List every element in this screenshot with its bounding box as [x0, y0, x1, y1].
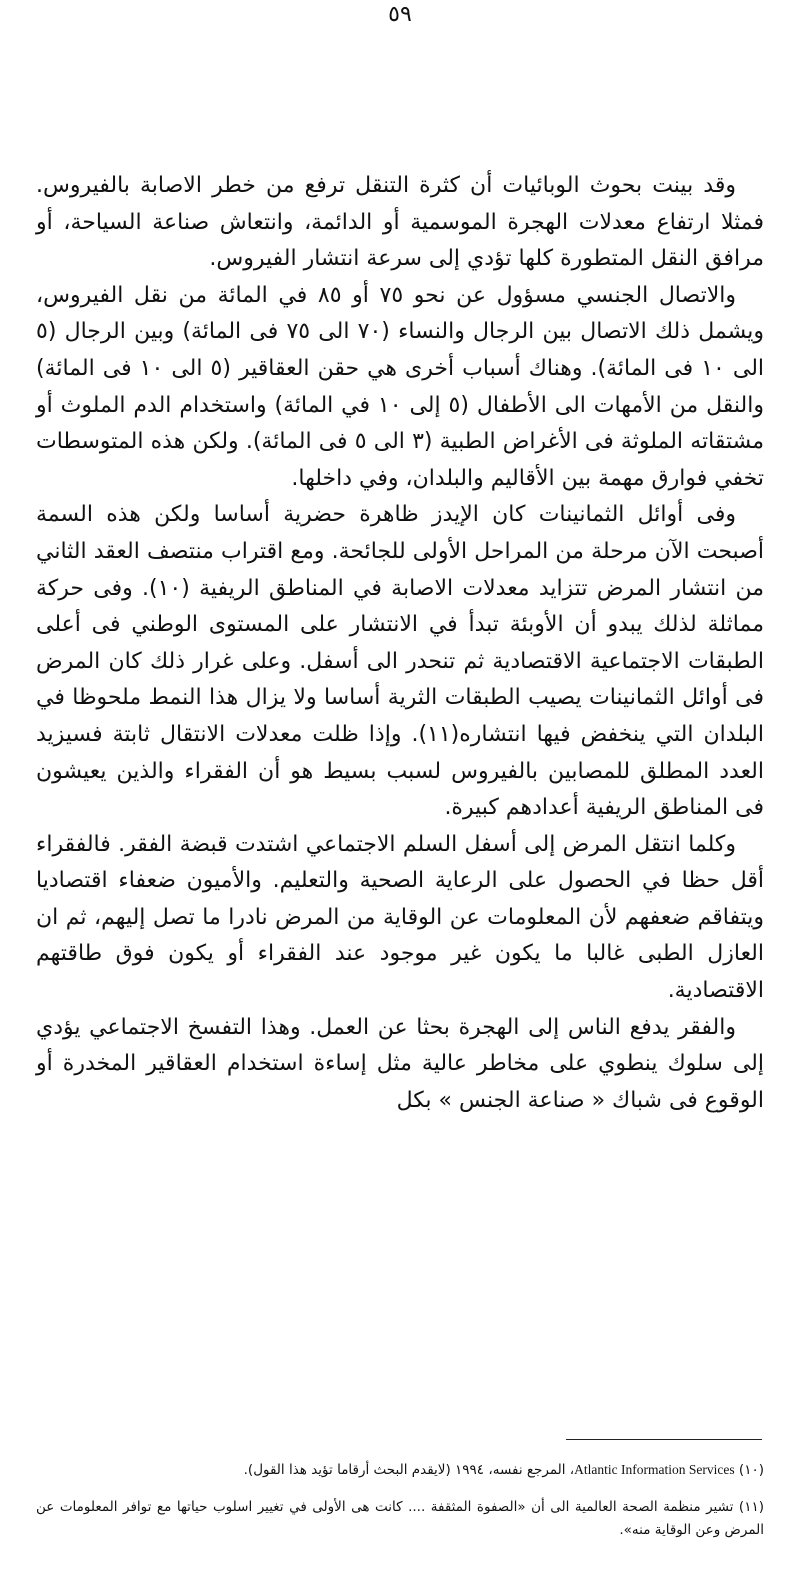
paragraph-urban-to-rural: وفى أوائل الثمانينات كان الإيدز ظاهرة حضرية أساسا ولكن هذه السمة أصبحت الآن مرحلة من المراحل الأولى للجائحة. ومع اقتراب منتصف العقد الثاني من انتشار المرض تتزايد معدلات الاصابة في المناطق الريفية (١٠). وفى حركة مماثلة لذلك يبدو أن الأوبئة تبدأ في الانتشار على المستوى الوطني فى أعلى الطبقات الاجتماعية الاقتصادية ثم تنحدر الى أسفل. وعلى غرار ذلك كان المرض فى أوائل الثمانينات يصيب الطبقات الثرية أساسا ولا يزال هذا النمط ملحوظا في البلدان التي ينخفض فيها انتشاره(١١). وإذا ظلت معدلات الانتقال ثابتة فسيزيد العدد المطلق للمصابين بالفيروس لسبب بسيط هو أن الفقراء والذين يعيشون فى المناطق الريفية أعدادهم كبيرة. — [36, 502, 764, 821]
paragraph-poverty: وكلما انتقل المرض إلى أسفل السلم الاجتماعي اشتدت قبضة الفقر. فالفقراء أقل حظا في الحصول على الرعاية الصحية والتعليم. والأميون ضعفاء اقتصاديا ويتفاقم ضعفهم لأن المعلومات عن الوقاية من المرض نادرا ما تصل إليهم، ثم ان العازل الطبى غالبا ما يكون غير موجود عند الفقراء أو يكون فوق طاقتهم الاقتصادية. — [36, 831, 764, 1004]
footnote-10 — [36, 1458, 764, 1482]
paragraph-epidemiology-mobility: وقد بينت بحوث الوبائيات أن كثرة التنقل ترفع من خطر الاصابة بالفيروس. فمثلا ارتفاع معدلات الهجرة الموسمية أو الدائمة، وانتعاش صناعة السياحة، أو مرافق النقل المتطورة كلها تؤدي إلى سرعة انتشار الفيروس. — [36, 173, 764, 272]
footnote-10-marker: (١٠) — [738, 1462, 764, 1478]
footnote-divider — [566, 1439, 762, 1440]
page-number: ٥٩ — [388, 2, 412, 27]
footnote-10-text: ، المرجع نفسه، ١٩٩٤ (لايقدم البحث أرقاما تؤيد هذا القول). — [243, 1462, 575, 1478]
paragraph-migration: والفقر يدفع الناس إلى الهجرة بحثا عن العمل. وهذا التفسخ الاجتماعي يؤدي إلى سلوك ينطوي على مخاطر عالية مثل إساءة استخدام العقاقير المخدرة أو الوقوع فى شباك « صناعة الجنس » بكل — [36, 1014, 764, 1113]
footnote-11: (١١) تشير منظمة الصحة العالمية الى أن «الصفوة المثقفة .... كانت هى الأولى في تغيير اسلوب حياتها مع توافر المعلومات عن المرض وعن الوقاية منه». — [36, 1499, 764, 1538]
body-text — [36, 168, 764, 1119]
footnote-10-source: Atlantic Information Services — [574, 1462, 735, 1477]
footnotes — [36, 1458, 764, 1556]
paragraph-transmission-routes: والاتصال الجنسي مسؤول عن نحو ٧٥ أو ٨٥ في المائة من نقل الفيروس، ويشمل ذلك الاتصال بين الرجال والنساء (٧٠ الى ٧٥ فى المائة) وبين الرجال (٥ الى ١٠ فى المائة). وهناك أسباب أخرى هي حقن العقاقير (٥ الى ١٠ فى المائة) والنقل من الأمهات الى الأطفال (٥ إلى ١٠ في المائة) واستخدام الدم الملوث أو مشتقاته الملوثة فى الأغراض الطبية (٣ الى ٥ فى المائة). ولكن هذه المتوسطات تخفي فوارق مهمة بين الأقاليم والبلدان، وفي داخلها. — [36, 282, 765, 491]
